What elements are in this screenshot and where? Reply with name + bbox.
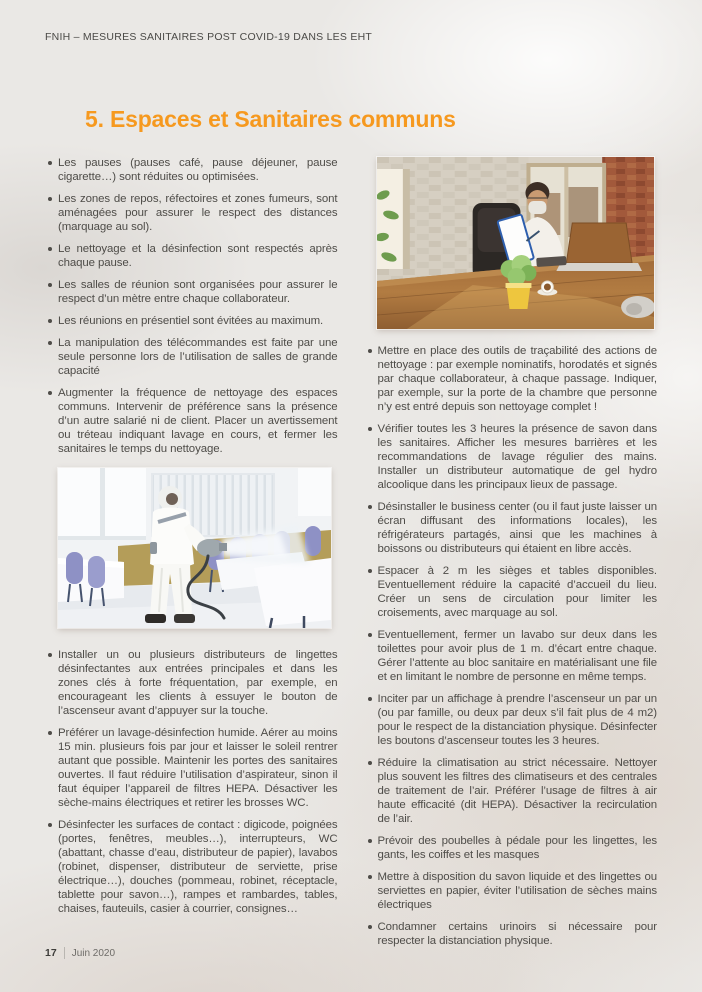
list-item <box>45 278 338 306</box>
list-item <box>45 648 338 718</box>
bullet-dot <box>368 633 372 637</box>
bullet-dot <box>48 653 52 657</box>
list-item-text: Les salles de réunion sont organisées pour assurer le respect d’un mètre entre chaque collaborateur. <box>58 279 338 305</box>
bullet-dot <box>48 319 52 323</box>
list-item-text: Préférer un lavage-désinfection humide. Aérer au moins 15 min. plusieurs fois par jour et laisser le soleil rentrer autant que possible. Maintenir les portes des sanitaires ouvertes. Il faut réduire l’utilisation d’aspirateur, sinon il faut équiper l’appareil de filtres HEPA. Désactiver les sèche-mains électriques et retirer les brosses WC. <box>58 727 338 809</box>
list-item-text: Prévoir des poubelles à pédale pour les lingettes, les gants, les coiffes et les masques <box>377 835 657 861</box>
bullet-dot <box>368 761 372 765</box>
list-item-text: Augmenter la fréquence de nettoyage des espaces communs. Intervenir de préférence sans la présence d’un autre salarié ni de client. Placer un avertissement ou tréteau indiquant lavage en cours, et fermer les sanitaires le temps du nettoyage. <box>58 387 338 455</box>
list-item-text: Désinstaller le business center (ou il faut juste laisser un écran diffusant des informations locales), les réfrigérateurs partagés, ainsi que les machines à boissons ou distributeurs qui étaient en libre accès. <box>377 501 657 555</box>
list-item-text: Mettre à disposition du savon liquide et des lingettes ou serviettes en papier, éviter l’utilisation de sèches mains électriques <box>377 871 657 911</box>
bullet-dot <box>48 731 52 735</box>
list-item <box>365 344 658 414</box>
bullet-dot <box>368 697 372 701</box>
list-item-text: Réduire la climatisation au strict nécessaire. Nettoyer plus souvent les filtres des climatiseurs et des centrales de traitement de l’air. Préférer l’usage de filtres à air haute efficacité (dit HEPA). Désactiver la recirculation de l’air. <box>377 757 657 825</box>
bullet-dot <box>368 875 372 879</box>
list-item <box>45 818 338 916</box>
list-item-text: Inciter par un affichage à prendre l’ascenseur un par un (ou par famille, ou deux par deux s’il fait plus de 4 m2) pour le respect de la distanciation physique. Désinfecter les boutons d’ascenseur toutes les 3 heures. <box>377 693 657 747</box>
disinfection-illustration <box>58 468 331 628</box>
list-item-text: Condamner certains urinoirs si nécessaire pour respecter la distanciation physique. <box>377 921 657 947</box>
list-item <box>365 692 658 748</box>
list-item <box>365 920 658 948</box>
bullet-list-right <box>365 344 658 948</box>
bullet-dot <box>368 569 372 573</box>
list-item-text: La manipulation des télécommandes est faite par une seule personne lors de l’utilisation de salles de grande capacité <box>58 337 338 377</box>
list-item <box>365 500 658 556</box>
photo-disinfection-dining-room <box>58 468 331 628</box>
meeting-room-illustration <box>377 157 654 329</box>
bullet-dot <box>48 823 52 827</box>
list-item-text: Désinfecter les surfaces de contact : digicode, poignées (portes, fenêtres, meubles…), interrupteurs, WC (abattant, chasse d’eau, distributeur de papier), lavabos (robinet, dispenser, distributeur de serviette, prise électrique…), douches (pommeau, robinet, réceptacle, tablette pour savon…), rampes et rambardes, tables, chaises, fauteuils, casier à courrier, consignes… <box>58 819 338 915</box>
footer-date: Juin 2020 <box>71 947 116 959</box>
list-item <box>365 834 658 862</box>
bullet-dot <box>48 197 52 201</box>
bullet-dot <box>368 505 372 509</box>
list-item-text: Vérifier toutes les 3 heures la présence de savon dans les sanitaires. Afficher les mesures barrières et les recommandations de lavage régulier des mains. Installer un distributeur automatique de gel hydro alcoolique dans les principaux lieux de passage. <box>377 423 657 491</box>
list-item <box>45 192 338 234</box>
two-column-layout <box>45 156 657 956</box>
list-item-text: Le nettoyage et la désinfection sont respectés après chaque pause. <box>58 243 338 269</box>
list-item <box>45 314 338 328</box>
list-item <box>365 564 658 620</box>
footer-divider <box>64 947 65 959</box>
list-item <box>45 336 338 378</box>
bullet-dot <box>48 283 52 287</box>
list-item-text: Les réunions en présentiel sont évitées au maximum. <box>58 315 324 327</box>
list-item-text: Installer un ou plusieurs distributeurs de lingettes désinfectantes aux entrées principales et dans les zones clés à forte fréquentation, par exemple, en encourageant les clients à essuyer le bouton de l’ascenseur avant d’appuyer sur la touche. <box>58 649 338 717</box>
bullet-dot <box>368 349 372 353</box>
bullet-dot <box>48 161 52 165</box>
right-column <box>365 156 658 956</box>
list-item <box>365 756 658 826</box>
list-item <box>45 726 338 810</box>
list-item <box>45 386 338 456</box>
bullet-dot <box>368 839 372 843</box>
page-number: 17 <box>45 947 57 959</box>
bullet-dot <box>48 341 52 345</box>
left-column <box>45 156 338 956</box>
list-item <box>365 870 658 912</box>
page-footer <box>45 947 115 959</box>
bullet-dot <box>48 391 52 395</box>
photo-meeting-room <box>377 157 654 329</box>
list-item-text: Les zones de repos, réfectoires et zones fumeurs, sont aménagées pour assurer le respect des distances (marquage au sol). <box>58 193 338 233</box>
list-item-text: Mettre en place des outils de traçabilité des actions de nettoyage : par exemple nominatifs, horodatés et signés par chaque collaborateur, à chaque passage. Indiquer, par exemple, sur la porte de la chambre que personne n’y est entré depuis son nettoyage complet ! <box>377 345 657 413</box>
list-item-text: Eventuellement, fermer un lavabo sur deux dans les toilettes pour avoir plus de 1 m. d’écart entre chaque. Gérer l’attente au bloc sanitaire en matérialisant une file et en limitant le nombre de personne en même temps. <box>377 629 657 683</box>
bullet-list-left-bottom <box>45 648 338 916</box>
list-item <box>45 156 338 184</box>
list-item-text: Espacer à 2 m les sièges et tables disponibles. Eventuellement réduire la capacité d’accueil du lieu. Créer un sens de circulation pour limiter les croisements, avec marquage au sol. <box>377 565 657 619</box>
list-item <box>365 422 658 492</box>
document-header: FNIH – MESURES SANITAIRES POST COVID-19 DANS LES EHT <box>45 31 373 43</box>
list-item <box>45 242 338 270</box>
bullet-dot <box>368 925 372 929</box>
bullet-list-left-top <box>45 156 338 456</box>
section-title: 5. Espaces et Sanitaires communs <box>85 106 456 132</box>
list-item <box>365 628 658 684</box>
list-item-text: Les pauses (pauses café, pause déjeuner, pause cigarette…) sont réduites ou optimisées. <box>58 157 338 183</box>
bullet-dot <box>48 247 52 251</box>
bullet-dot <box>368 427 372 431</box>
